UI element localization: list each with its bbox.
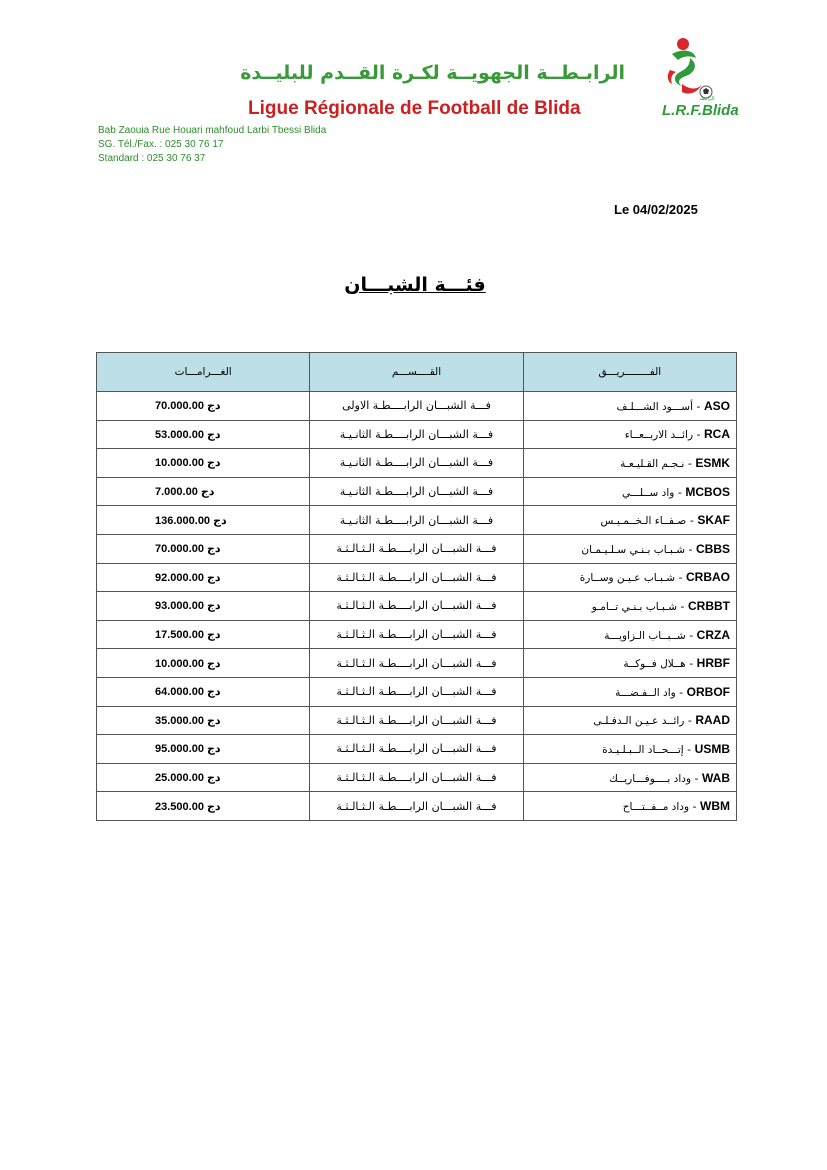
fine-amount xyxy=(97,677,310,706)
team-separator: - xyxy=(685,542,696,556)
team-name: شــبــاب الـزاويـــة xyxy=(604,629,686,642)
league-logo xyxy=(660,36,739,128)
fine-amount xyxy=(97,792,310,821)
arabic-league-title: الرابـطــة الجهويــة لكـرة القــدم للبليــدة xyxy=(240,62,625,84)
team-code: USMB xyxy=(694,741,730,756)
amount-value: 23.500.00 xyxy=(155,800,204,813)
table-row xyxy=(97,420,737,449)
division-cell: فـــة الشبـــان الرابــــطـة الـثـالـثـة xyxy=(310,649,523,678)
team-code: CRBAO xyxy=(686,570,730,585)
currency-label: دج xyxy=(206,427,221,441)
currency-label: دج xyxy=(206,771,221,785)
table-row xyxy=(97,534,737,563)
table-row xyxy=(97,620,737,649)
division-cell: فـــة الشبـــان الرابــــطـة الـثـالـثـة xyxy=(310,620,523,649)
table-row xyxy=(97,735,737,764)
amount-value: 25.000.00 xyxy=(155,772,204,785)
team-cell xyxy=(523,477,736,506)
fine-amount xyxy=(97,477,310,506)
french-league-title: Ligue Régionale de Football de Blida xyxy=(248,98,581,119)
table-row xyxy=(97,649,737,678)
team-name: شـبـاب بـنـي سـلـيـمـان xyxy=(581,543,686,556)
team-name: وداد بــــوفـــاريــك xyxy=(609,772,692,785)
amount-value: 7.000.00 xyxy=(155,486,198,499)
svg-text:الرابطة: الرابطة xyxy=(699,96,715,102)
team-separator: - xyxy=(689,800,700,814)
team-code: CRZA xyxy=(696,627,730,642)
category-title: فئـــة الشبـــان xyxy=(344,274,486,296)
division-cell: فـــة الشبـــان الرابــــطـة الثانـيـة xyxy=(310,506,523,535)
currency-label: دج xyxy=(206,656,221,670)
team-name: شـبـاب بـنـي تــامـو xyxy=(591,600,678,613)
amount-value: 64.000.00 xyxy=(155,686,204,699)
table-row xyxy=(97,763,737,792)
team-separator: - xyxy=(685,628,697,642)
team-code: RCA xyxy=(704,427,730,442)
team-separator: - xyxy=(693,428,704,442)
amount-value: 70.000.00 xyxy=(155,543,204,556)
fine-amount xyxy=(97,649,310,678)
division-cell: فـــة الشبـــان الرابــــطـة الـثـالـثـة xyxy=(310,763,523,792)
team-code: WAB xyxy=(702,770,730,785)
fine-amount xyxy=(97,420,310,449)
team-separator: - xyxy=(693,399,704,413)
amount-value: 53.000.00 xyxy=(155,428,204,441)
team-code: MCBOS xyxy=(685,484,730,499)
team-name: رائــد عـيـن الـدفـلـى xyxy=(593,715,685,728)
currency-label: دج xyxy=(206,542,221,556)
division-cell: فـــة الشبـــان الرابــــطـة الـثـالـثـة xyxy=(310,534,523,563)
team-name: واد ســلـــي xyxy=(621,486,675,499)
standard-line: Standard : 025 30 76 37 xyxy=(98,153,206,164)
amount-value: 10.000.00 xyxy=(155,457,204,470)
currency-label: دج xyxy=(213,513,227,527)
currency-label: دج xyxy=(206,456,221,470)
currency-label: دج xyxy=(206,742,221,756)
amount-value: 70.000.00 xyxy=(155,400,204,413)
team-cell xyxy=(523,620,736,649)
fine-amount xyxy=(97,534,310,563)
logo-text: L.R.F.Blida xyxy=(662,102,739,119)
team-separator: - xyxy=(675,685,687,699)
currency-label: دج xyxy=(206,399,221,413)
team-separator: - xyxy=(674,485,686,499)
table-row xyxy=(97,563,737,592)
division-cell: فـــة الشبـــان الرابــــطـة الاولى xyxy=(310,392,523,421)
team-name: وداد مــفــتـــاح xyxy=(622,801,690,814)
amount-value: 17.500.00 xyxy=(155,629,204,642)
team-cell xyxy=(523,534,736,563)
team-cell xyxy=(523,706,736,735)
fine-amount xyxy=(97,763,310,792)
football-player-logo-icon xyxy=(660,36,735,106)
table-row xyxy=(97,592,737,621)
amount-value: 35.000.00 xyxy=(155,714,204,727)
fine-amount xyxy=(97,449,310,478)
fine-amount xyxy=(97,735,310,764)
team-name: نـجـم القـليـعـة xyxy=(620,457,685,470)
fine-amount xyxy=(97,592,310,621)
team-cell xyxy=(523,592,736,621)
header-team: الفــــــــريـــق xyxy=(523,353,736,392)
division-cell: فـــة الشبـــان الرابــــطـة الـثـالـثـة xyxy=(310,735,523,764)
team-separator: - xyxy=(684,456,696,470)
header-amount: الغـــرامـــات xyxy=(97,353,310,392)
team-code: RAAD xyxy=(695,713,730,728)
team-name: إتـــحــاد الــبـلـيـدة xyxy=(602,743,684,756)
table-header-row xyxy=(97,353,737,392)
amount-value: 93.000.00 xyxy=(155,600,204,613)
table-row xyxy=(97,706,737,735)
table-row xyxy=(97,477,737,506)
team-name: واد الــفـضـــة xyxy=(615,686,676,699)
fines-table xyxy=(96,352,737,821)
amount-value: 95.000.00 xyxy=(155,743,204,756)
team-name: شـبـاب عـيـن وســارة xyxy=(579,572,676,585)
fine-amount xyxy=(97,392,310,421)
division-cell: فـــة الشبـــان الرابــــطـة الـثـالـثـة xyxy=(310,706,523,735)
table-row xyxy=(97,677,737,706)
team-code: ORBOF xyxy=(686,684,730,699)
table-row xyxy=(97,392,737,421)
team-cell xyxy=(523,506,736,535)
division-cell: فـــة الشبـــان الرابــــطـة الثانـيـة xyxy=(310,420,523,449)
fine-amount xyxy=(97,706,310,735)
team-cell xyxy=(523,677,736,706)
division-cell: فـــة الشبـــان الرابــــطـة الـثـالـثـة xyxy=(310,792,523,821)
team-code: WBM xyxy=(700,799,730,814)
fine-amount xyxy=(97,506,310,535)
currency-label: دج xyxy=(206,799,221,813)
table-row xyxy=(97,792,737,821)
team-code: SKAF xyxy=(697,513,730,528)
team-name: رائــد الاربــعــاء xyxy=(624,429,694,442)
team-cell xyxy=(523,792,736,821)
team-separator: - xyxy=(675,571,686,585)
team-cell xyxy=(523,449,736,478)
team-cell xyxy=(523,649,736,678)
team-cell xyxy=(523,420,736,449)
team-code: ESMK xyxy=(695,455,730,470)
team-code: CRBBT xyxy=(688,598,730,613)
team-code: CBBS xyxy=(695,541,730,556)
division-cell: فـــة الشبـــان الرابــــطـة الـثـالـثـة xyxy=(310,592,523,621)
currency-label: دج xyxy=(206,599,221,613)
currency-label: دج xyxy=(206,713,221,727)
currency-label: دج xyxy=(200,485,215,499)
team-cell xyxy=(523,735,736,764)
team-cell xyxy=(523,392,736,421)
header-division: القــــســـم xyxy=(310,353,523,392)
division-cell: فـــة الشبـــان الرابــــطـة الثانـيـة xyxy=(310,477,523,506)
team-separator: - xyxy=(683,742,695,756)
team-separator: - xyxy=(677,599,688,613)
team-code: ASO xyxy=(703,398,730,413)
currency-label: دج xyxy=(206,685,221,699)
amount-value: 10.000.00 xyxy=(155,657,204,670)
team-separator: - xyxy=(684,714,696,728)
team-separator: - xyxy=(686,514,698,528)
team-code: HRBF xyxy=(696,656,730,671)
fine-amount xyxy=(97,620,310,649)
team-name: هــلال فــوكــة xyxy=(623,658,686,671)
fine-amount xyxy=(97,563,310,592)
table-row xyxy=(97,449,737,478)
team-name: صـفــاء الـخــمـيـس xyxy=(600,515,687,528)
team-name: أســـود الشـــلـف xyxy=(616,400,694,413)
phone-line: SG. Tél./Fax. : 025 30 76 17 xyxy=(98,139,224,150)
table-row xyxy=(97,506,737,535)
division-cell: فـــة الشبـــان الرابــــطـة الثانـيـة xyxy=(310,449,523,478)
division-cell: فـــة الشبـــان الرابــــطـة الـثـالـثـة xyxy=(310,677,523,706)
document-date: Le 04/02/2025 xyxy=(614,202,698,217)
team-cell xyxy=(523,563,736,592)
team-cell xyxy=(523,763,736,792)
team-separator: - xyxy=(691,771,702,785)
currency-label: دج xyxy=(206,628,221,642)
team-separator: - xyxy=(685,657,697,671)
division-cell: فـــة الشبـــان الرابــــطـة الـثـالـثـة xyxy=(310,563,523,592)
currency-label: دج xyxy=(206,570,221,584)
amount-value: 136.000.00 xyxy=(155,514,211,527)
address-line: Bab Zaouia Rue Houari mahfoud Larbi Tbessi Blida xyxy=(98,125,327,136)
amount-value: 92.000.00 xyxy=(155,571,204,584)
